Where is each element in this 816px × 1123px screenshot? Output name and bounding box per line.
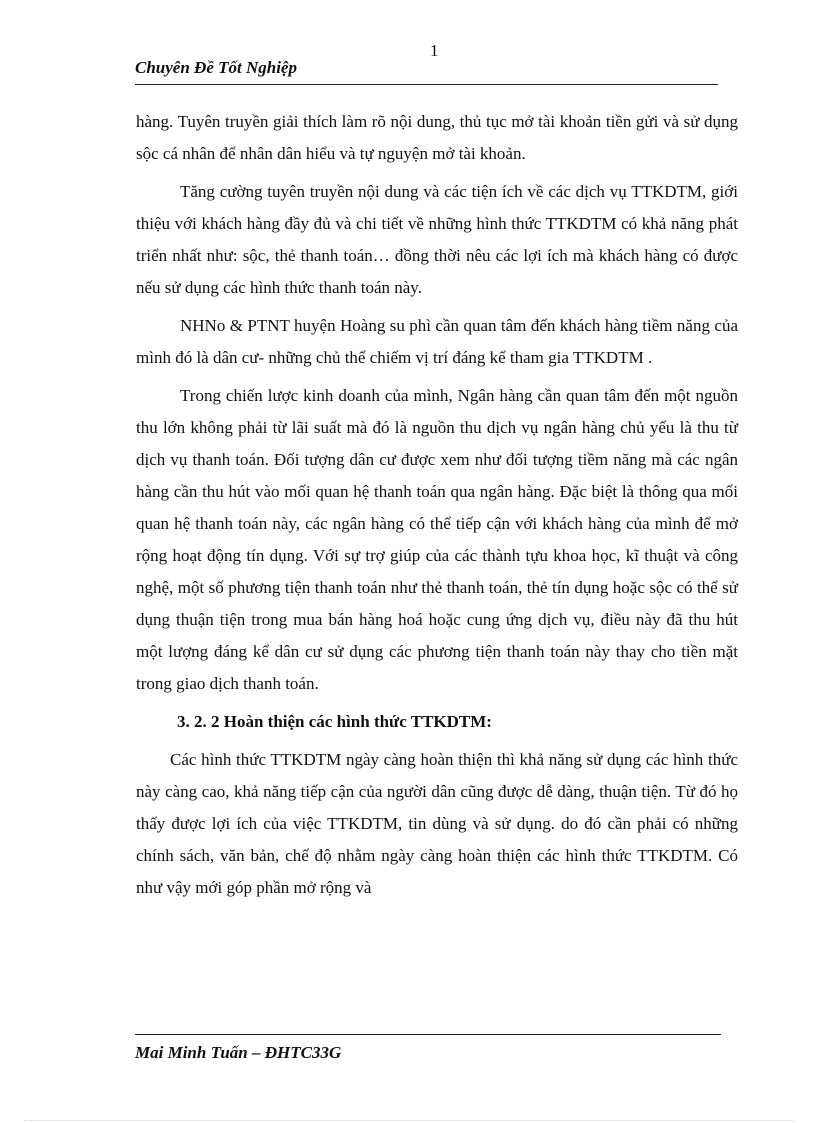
document-body: [136, 106, 738, 910]
header-divider: [135, 84, 718, 85]
paragraph-2: Tăng cường tuyên truyền nội dung và các tiện ích về các dịch vụ TTKDTM, giới thiệu với khách hàng đầy đủ và chi tiết về những hình thức TTKDTM có khả năng phát triển nhất như: sộc, thẻ thanh toán… đồng thời nêu các lợi ích mà khách hàng có được nếu sử dụng các hình thức thanh toán này.: [136, 182, 738, 297]
paragraph-4: Trong chiến lược kinh doanh của mình, Ngân hàng cần quan tâm đến một nguồn thu lớn không phải từ lãi suất mà đó là nguồn thu dịch vụ ngân hàng chủ yếu là thu từ dịch vụ thanh toán. Đối tượng dân cư được xem như đối tượng tiềm năng mà các ngân hàng cần thu hút vào mối quan hệ thanh toán qua ngân hàng. Đặc biệt là thông qua mối quan hệ thanh toán này, các ngân hàng có thể tiếp cận với khách hàng của mình để mở rộng hoạt động tín dụng. Với sự trợ giúp của các thành tựu khoa học, kĩ thuật và công nghệ, một số phương tiện thanh toán như thẻ thanh toán, thẻ tín dụng hoặc sộc có thể sử dụng thuận tiện trong mua bán hàng hoá hoặc cung ứng dịch vụ, điều này đã thu hút một lượng đáng kể dân cư sử dụng các phương tiện thanh toán này thay cho tiền mặt trong giao dịch thanh toán.: [136, 386, 738, 693]
page-bottom-border: [24, 1120, 794, 1121]
footer-author: Mai Minh Tuấn – ĐHTC33G: [135, 1043, 342, 1062]
paragraph-5: Các hình thức TTKDTM ngày càng hoàn thiện thì khả năng sử dụng các hình thức này càng cao, khả năng tiếp cận của người dân cũng được dễ dàng, thuận tiện. Từ đó họ thấy được lợi ích của việc TTKDTM, tin dùng và sử dụng. do đó cần phải có những chính sách, văn bản, chế độ nhằm ngày càng hoàn thiện các hình thức TTKDTM. Có như vậy mới góp phần mở rộng và: [136, 750, 738, 897]
footer-divider: [135, 1034, 721, 1035]
page-number: 1: [430, 41, 439, 60]
header-title: Chuyên Đề Tốt Nghiệp: [135, 58, 297, 77]
section-heading: 3. 2. 2 Hoàn thiện các hình thức TTKDTM:: [177, 712, 492, 731]
paragraph-1: hàng. Tuyên truyền giải thích làm rõ nội dung, thủ tục mở tài khoản tiền gửi và sử dụng sộc cá nhân để nhân dân hiểu và tự nguyện mở tài khoản.: [136, 112, 738, 163]
paragraph-3: NHNo & PTNT huyện Hoàng su phì cần quan tâm đến khách hàng tiềm năng của mình đó là dân cư- những chủ thể chiếm vị trí đáng kể tham gia TTKDTM .: [136, 316, 738, 367]
